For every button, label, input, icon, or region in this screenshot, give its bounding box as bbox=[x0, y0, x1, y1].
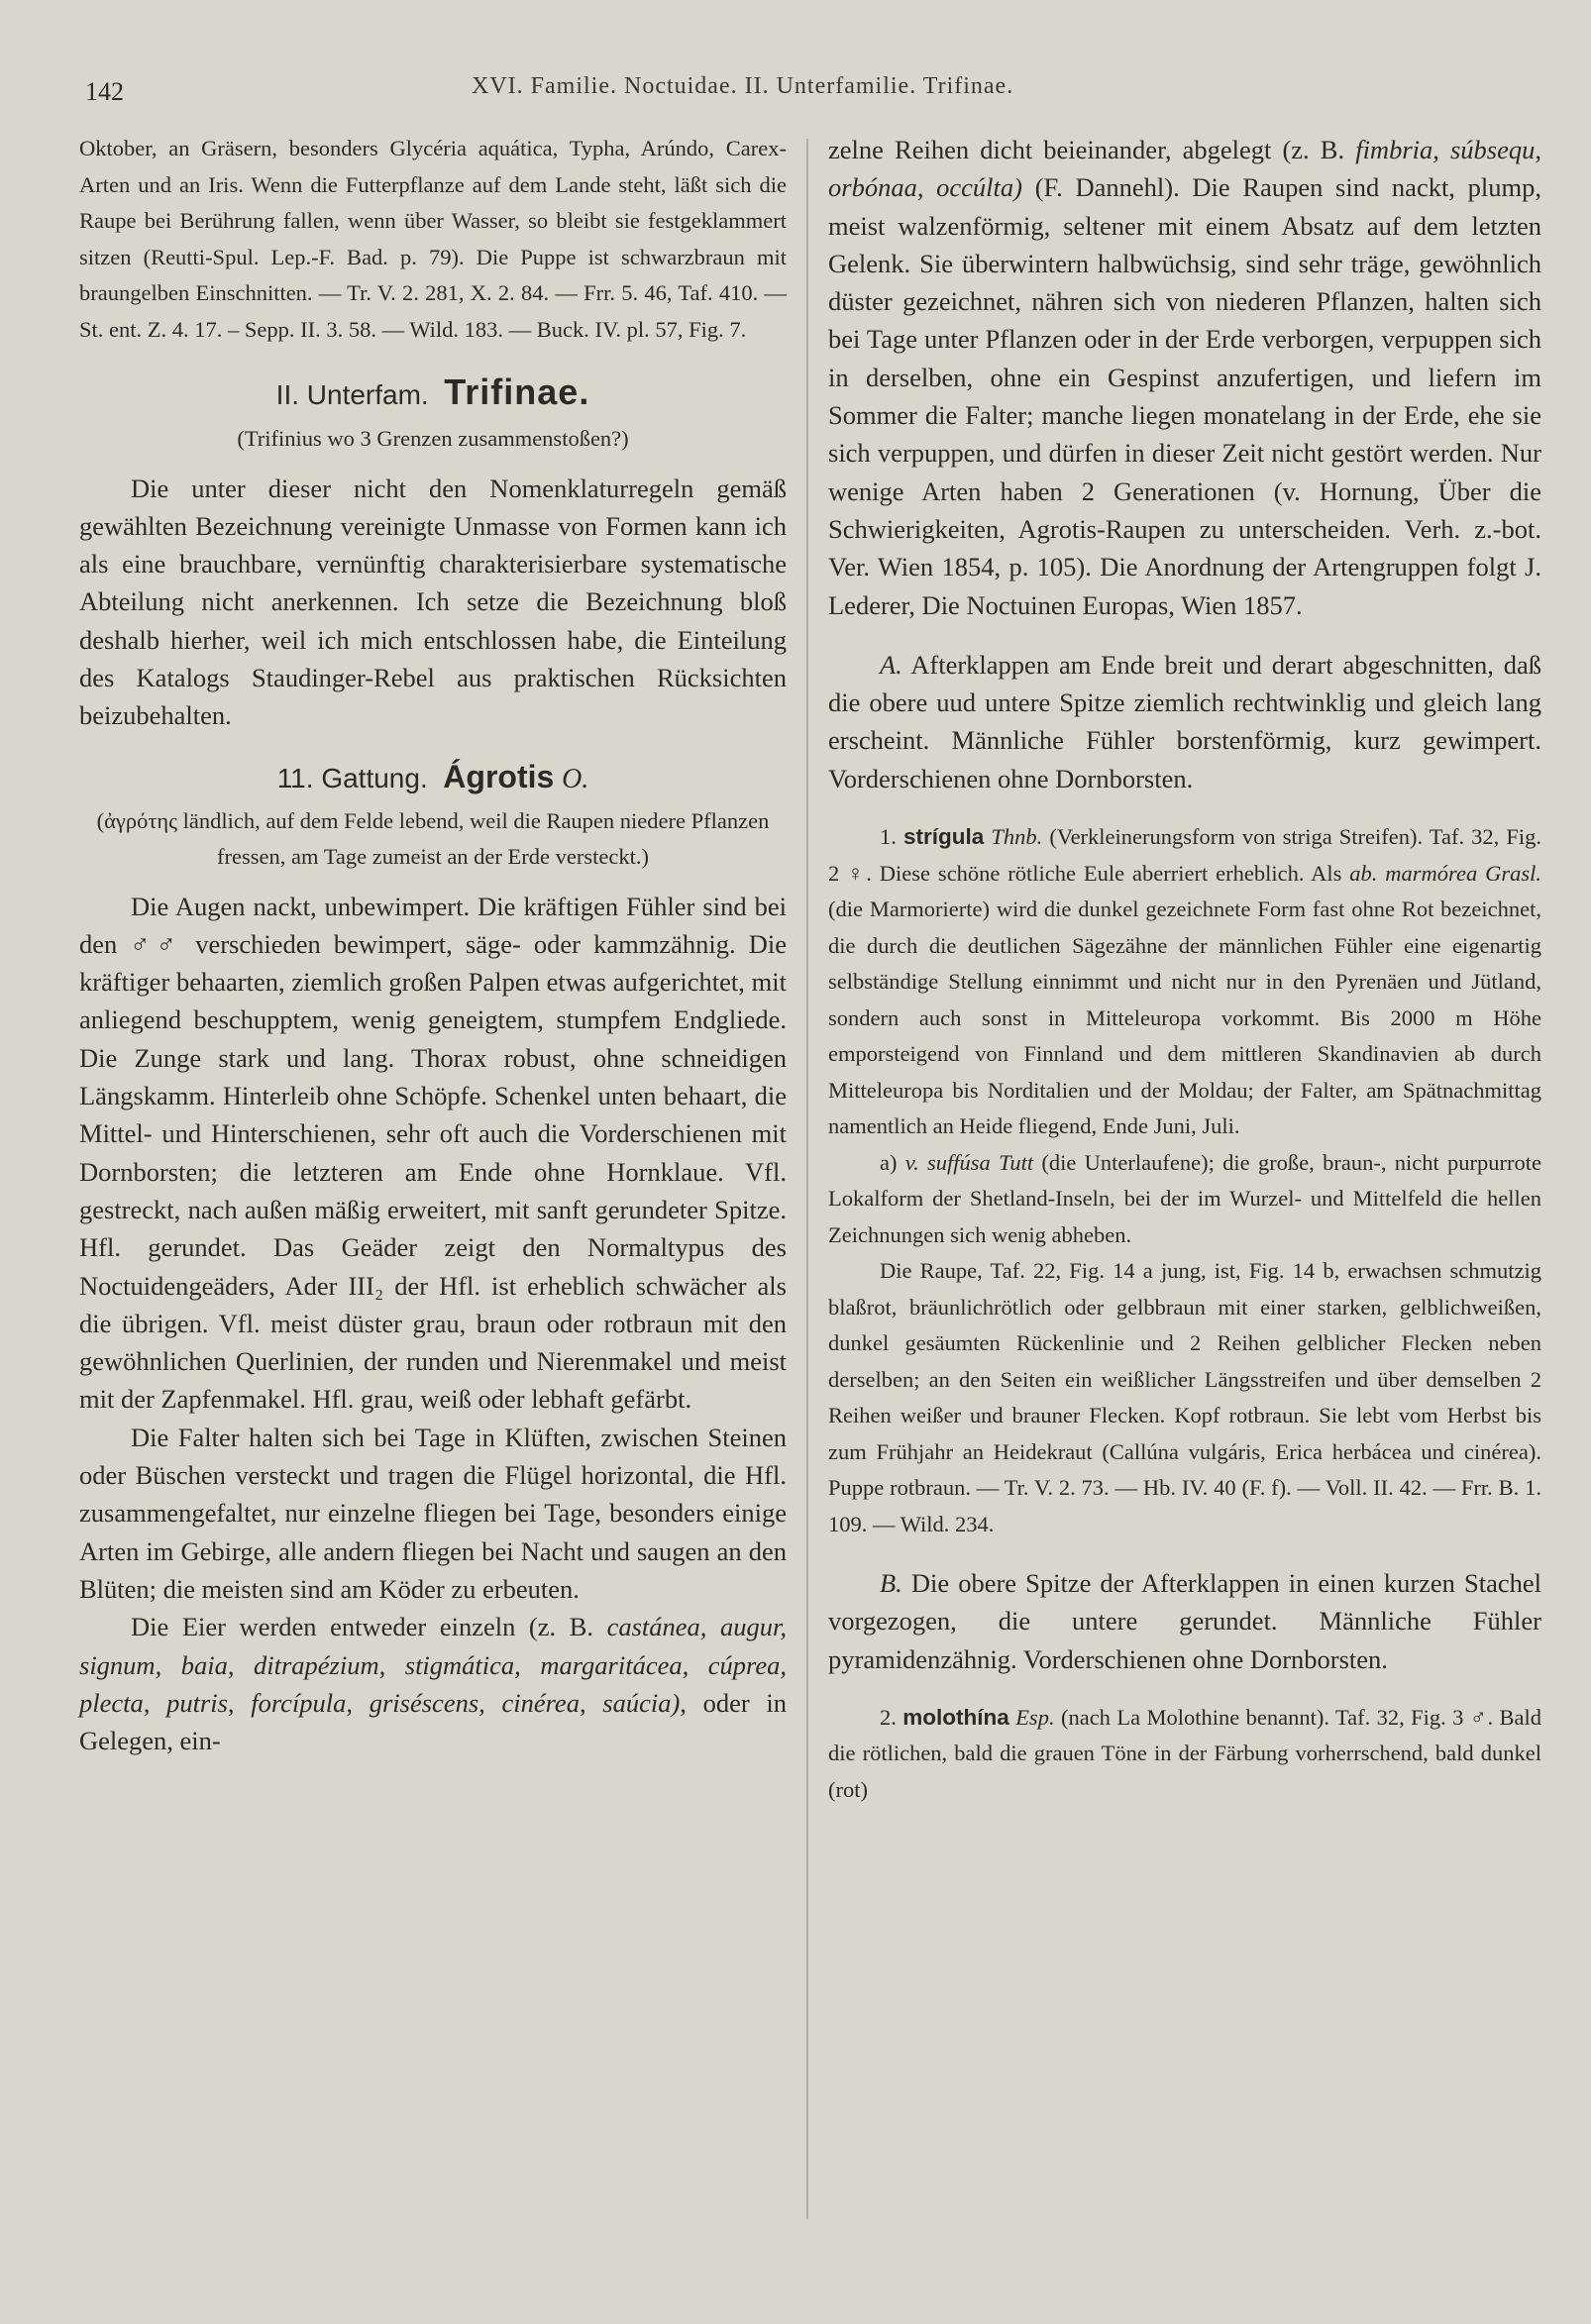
subfamily-etymology: (Trifinius wo 3 Grenzen zusammenstoßen?) bbox=[237, 426, 629, 451]
variety-text: (die Unterlaufene); die große, braun-, nicht purpurrote Lokalform der Shetland-Inseln, bei der im Wurzel- und Mittelfeld die hellen Zeichnungen sich wenig abheben. bbox=[828, 1149, 1541, 1247]
subfamily-name: Trifinae. bbox=[444, 371, 590, 412]
species-2-entry bbox=[828, 1700, 1541, 1809]
group-a-paragraph bbox=[828, 646, 1541, 797]
behaviour-paragraph: Die Falter halten sich bei Tage in Klüften, zwischen Steinen oder Büschen versteckt und tragen die Flügel horizontal, die Hfl. zusammengefaltet, nur einzelne fliegen bei Tage, besonders einige Arten im Gebirge, alle andern fliegen bei Nacht und saugen an den Blüten; die meisten sind am Köder zu erbeuten. bbox=[79, 1422, 787, 1604]
genus-heading bbox=[79, 759, 787, 795]
species-1-aberration: ab. marmórea Grasl. bbox=[1349, 860, 1541, 886]
page-header bbox=[79, 71, 1545, 111]
subfamily-paragraph: Die unter dieser nicht den Nomenklaturregeln gemäß gewählten Bezeichnung vereinigte Unmasse von Formen kann ich als eine brauchbare, vernünftig charakterisierbare systematische Abteilung nicht anerkennen. Ich setze die Bezeichnung bloß deshalb hierher, weil ich mich entschlossen habe, die Einteilung des Katalogs Staudinger-Rebel aus praktischen Rücksichten beizubehalten. bbox=[79, 473, 787, 731]
larvae-text-b: (F. Dannehl). Die Raupen sind nackt, plump, meist walzenförmig, seltener mit einem Absatz auf dem letzten Gelenk. Sie überwintern halbwüchsig, sind sehr träge, gewöhnlich düster gezeichnet, nähren sich von niederen Pflanzen, halten sich bei Tage unter Pflanzen oder in der Erde verborgen, verpuppen sich in derselben, ohne ein Gespinst anzufertigen, und liefern im Sommer die Falter; manche liegen monatelang in der Erde, ehe sie sich verpuppen, und dürfen in dieser Zeit nicht gestört werden. Nur wenige Arten haben 2 Generationen (v. Hornung, Über die Schwierigkeiten, Agrotis-Raupen zu unterscheiden. Verh. z.-bot. Ver. Wien 1854, p. 105). Die Anordnung der Artengruppen folgt J. Lederer, Die Noctuinen Europas, Wien 1857. bbox=[828, 172, 1541, 620]
running-title: XVI. Familie. Noctuidae. II. Unterfamilie. Trifinae. bbox=[472, 73, 1014, 99]
genus-etymology: (ἀγρότης ländlich, auf dem Felde lebend, weil die Raupen niedere Pflanzen fressen, am Tage zumeist an der Erde versteckt.) bbox=[96, 807, 770, 870]
eggs-text-a: Die Eier werden entweder einzeln (z. B. bbox=[131, 1612, 607, 1642]
species-1-text-b: (die Marmorierte) wird die dunkel gezeichnete Form fast ohne Rot bezeichnet, die durch die deutlichen Sägezähne der männlichen Fühler eine eigenartig selbständige Stellung einnimmt und nicht nur in den Pyrenäen und Jütland, sondern auch sonst in Mitteleuropa vorkommt. Bis 2000 m Höhe emporsteigend von Finnland und dem mittleren Skandinavien ab durch Mitteleuropa bis Norditalien und der Moldau; der Falter, am Spätnachmittag namentlich an Heide fliegend, Ende Juni, Juli. bbox=[828, 897, 1541, 1139]
species-2-author: Esp. bbox=[1015, 1704, 1055, 1730]
species-1-name: strígula bbox=[902, 824, 985, 850]
larvae-text-a: zelne Reihen dicht beieinander, abgelegt (z. B. bbox=[828, 135, 1356, 164]
subfamily-heading bbox=[79, 371, 787, 413]
species-2-number: 2. bbox=[880, 1704, 897, 1730]
genus-name: Ágrotis bbox=[443, 758, 555, 794]
larvae-species-list: fimbria, súbsequ, orbónaa, occúlta) bbox=[828, 135, 1541, 203]
species-1-text-a: (Verkleinerungsform von striga Streifen). Taf. 32, Fig. 2 ♀. Diese schöne rötliche Eule aberriert erheblich. Als bbox=[828, 824, 1542, 886]
species-1-author: Thnb. bbox=[991, 824, 1043, 850]
group-b-text: Die obere Spitze der Afterklappen in einen kurzen Stachel vorgezogen, die untere gerundet. Männliche Fühler pyramidenzähnig. Vorderschienen ohne Dornborsten. bbox=[828, 1568, 1541, 1674]
page-number: 142 bbox=[85, 77, 124, 106]
species-1-larva: Die Raupe, Taf. 22, Fig. 14 a jung, ist, Fig. 14 b, erwachsen schmutzig blaßrot, bräunlichrötlich oder gelbbraun mit einer starken, gelblichweißen, dunkel gesäumten Rückenlinie und 2 Reihen gelblicher Flecken neben derselben; an den Seiten ein weißlicher Längsstreifen und über demselben 2 Reihen weißer und brauner Flecken. Kopf rotbraun. Sie lebt vom Herbst bis zum Frühjahr an Heidekraut (Callúna vulgáris, Erica herbácea und cinérea). Puppe rotbraun. — Tr. V. 2. 73. — Hb. IV. 40 (F. f). — Voll. II. 42. — Frr. B. 1. 109. — Wild. 234. bbox=[828, 1258, 1541, 1536]
group-a-text: Afterklappen am Ende breit und derart abgeschnitten, daß die obere uud untere Spitze ziemlich rechtwinklig und gleich lang erscheint. Männliche Fühler borstenförmig, kurz gewimpert. Vorderschienen ohne Dornborsten. bbox=[828, 649, 1541, 793]
genus-description: Die Augen nackt, unbewimpert. Die kräftigen Fühler sind bei den ♂♂ verschieden bewimpert, säge- oder kammzähnig. Die kräftiger behaarten, ziemlich großen Palpen etwas aufgerichtet, mit anliegend beschupptem, wenig geneigtem, stumpfem Endgliede. Die Zunge stark und lang. Thorax robust, ohne schneidigen Längskamm. Hinterleib ohne Schöpfe. Schenkel unten behaart, die Mittel- und Hinterschienen, sehr oft auch die Vorderschienen mit Dornborsten; die letzteren am Ende ohne Hornklaue. Vfl. gestreckt, nach außen mäßig erweitert, mit sanft gerundeter Spitze. Hfl. gerundet. Das Geäder zeigt den Normaltypus des Noctuidengeäders, Ader III₂ der Hfl. ist erheblich schwächer als die übrigen. Vfl. meist düster grau, braun oder rotbraun mit den gewöhnlichen Querlinien, der runden und Nierenmakel und meist mit der Zapfenmakel. Hfl. grau, weiß oder lebhaft gefärbt. bbox=[79, 891, 787, 1415]
genus-author: O. bbox=[562, 763, 589, 794]
left-column bbox=[79, 131, 787, 1759]
eggs-text-b: oder in Gelegen, ein- bbox=[79, 1687, 787, 1756]
genus-prefix: 11. Gattung. bbox=[276, 762, 428, 793]
larvae-paragraph bbox=[828, 131, 1541, 624]
paragraph-continuation: Oktober, an Gräsern, besonders Glycéria aquática, Typha, Arúndo, Carex-Arten und an Iris. Wenn die Futterpflanze auf dem Lande steht, läßt sich die Raupe bei Berührung fallen, wenn über Wasser, so bleibt sie festgeklammert sitzen (Reutti-Spul. Lep.-F. Bad. p. 79). Die Puppe ist schwarzbraun mit braungelben Einschnitten. — Tr. V. 2. 281, X. 2. 84. — Frr. 5. 46, Taf. 410. — St. ent. Z. 4. 17. – Sepp. II. 3. 58. — Wild. 183. — Buck. IV. pl. 57, Fig. 7. bbox=[79, 136, 787, 342]
group-b-label: B. bbox=[880, 1568, 902, 1599]
species-1-entry bbox=[828, 819, 1541, 1145]
eggs-species-list: castánea, augur, signum, baia, ditrapézium, stigmática, margaritácea, cúprea, plecta, putris, forcípula, griséscens, cinérea, saúcia), bbox=[79, 1612, 787, 1718]
species-2-text: (nach La Molothine benannt). Taf. 32, Fig. 3 ♂. Bald die rötlichen, bald die grauen Töne in der Färbung vorherrschend, bald dunkel (rot) bbox=[828, 1704, 1542, 1802]
species-1-number: 1. bbox=[880, 824, 897, 850]
group-b-paragraph bbox=[828, 1564, 1541, 1678]
group-a-label: A. bbox=[880, 649, 902, 680]
species-1-variety bbox=[828, 1145, 1541, 1254]
variety-label: a) bbox=[880, 1149, 905, 1175]
variety-name: v. suffúsa Tutt bbox=[904, 1149, 1034, 1175]
right-column bbox=[828, 131, 1541, 1808]
subfamily-prefix: II. Unterfam. bbox=[275, 379, 429, 410]
eggs-paragraph bbox=[79, 1608, 787, 1759]
species-2-name: molothína bbox=[902, 1704, 1009, 1730]
column-divider bbox=[806, 139, 808, 2219]
